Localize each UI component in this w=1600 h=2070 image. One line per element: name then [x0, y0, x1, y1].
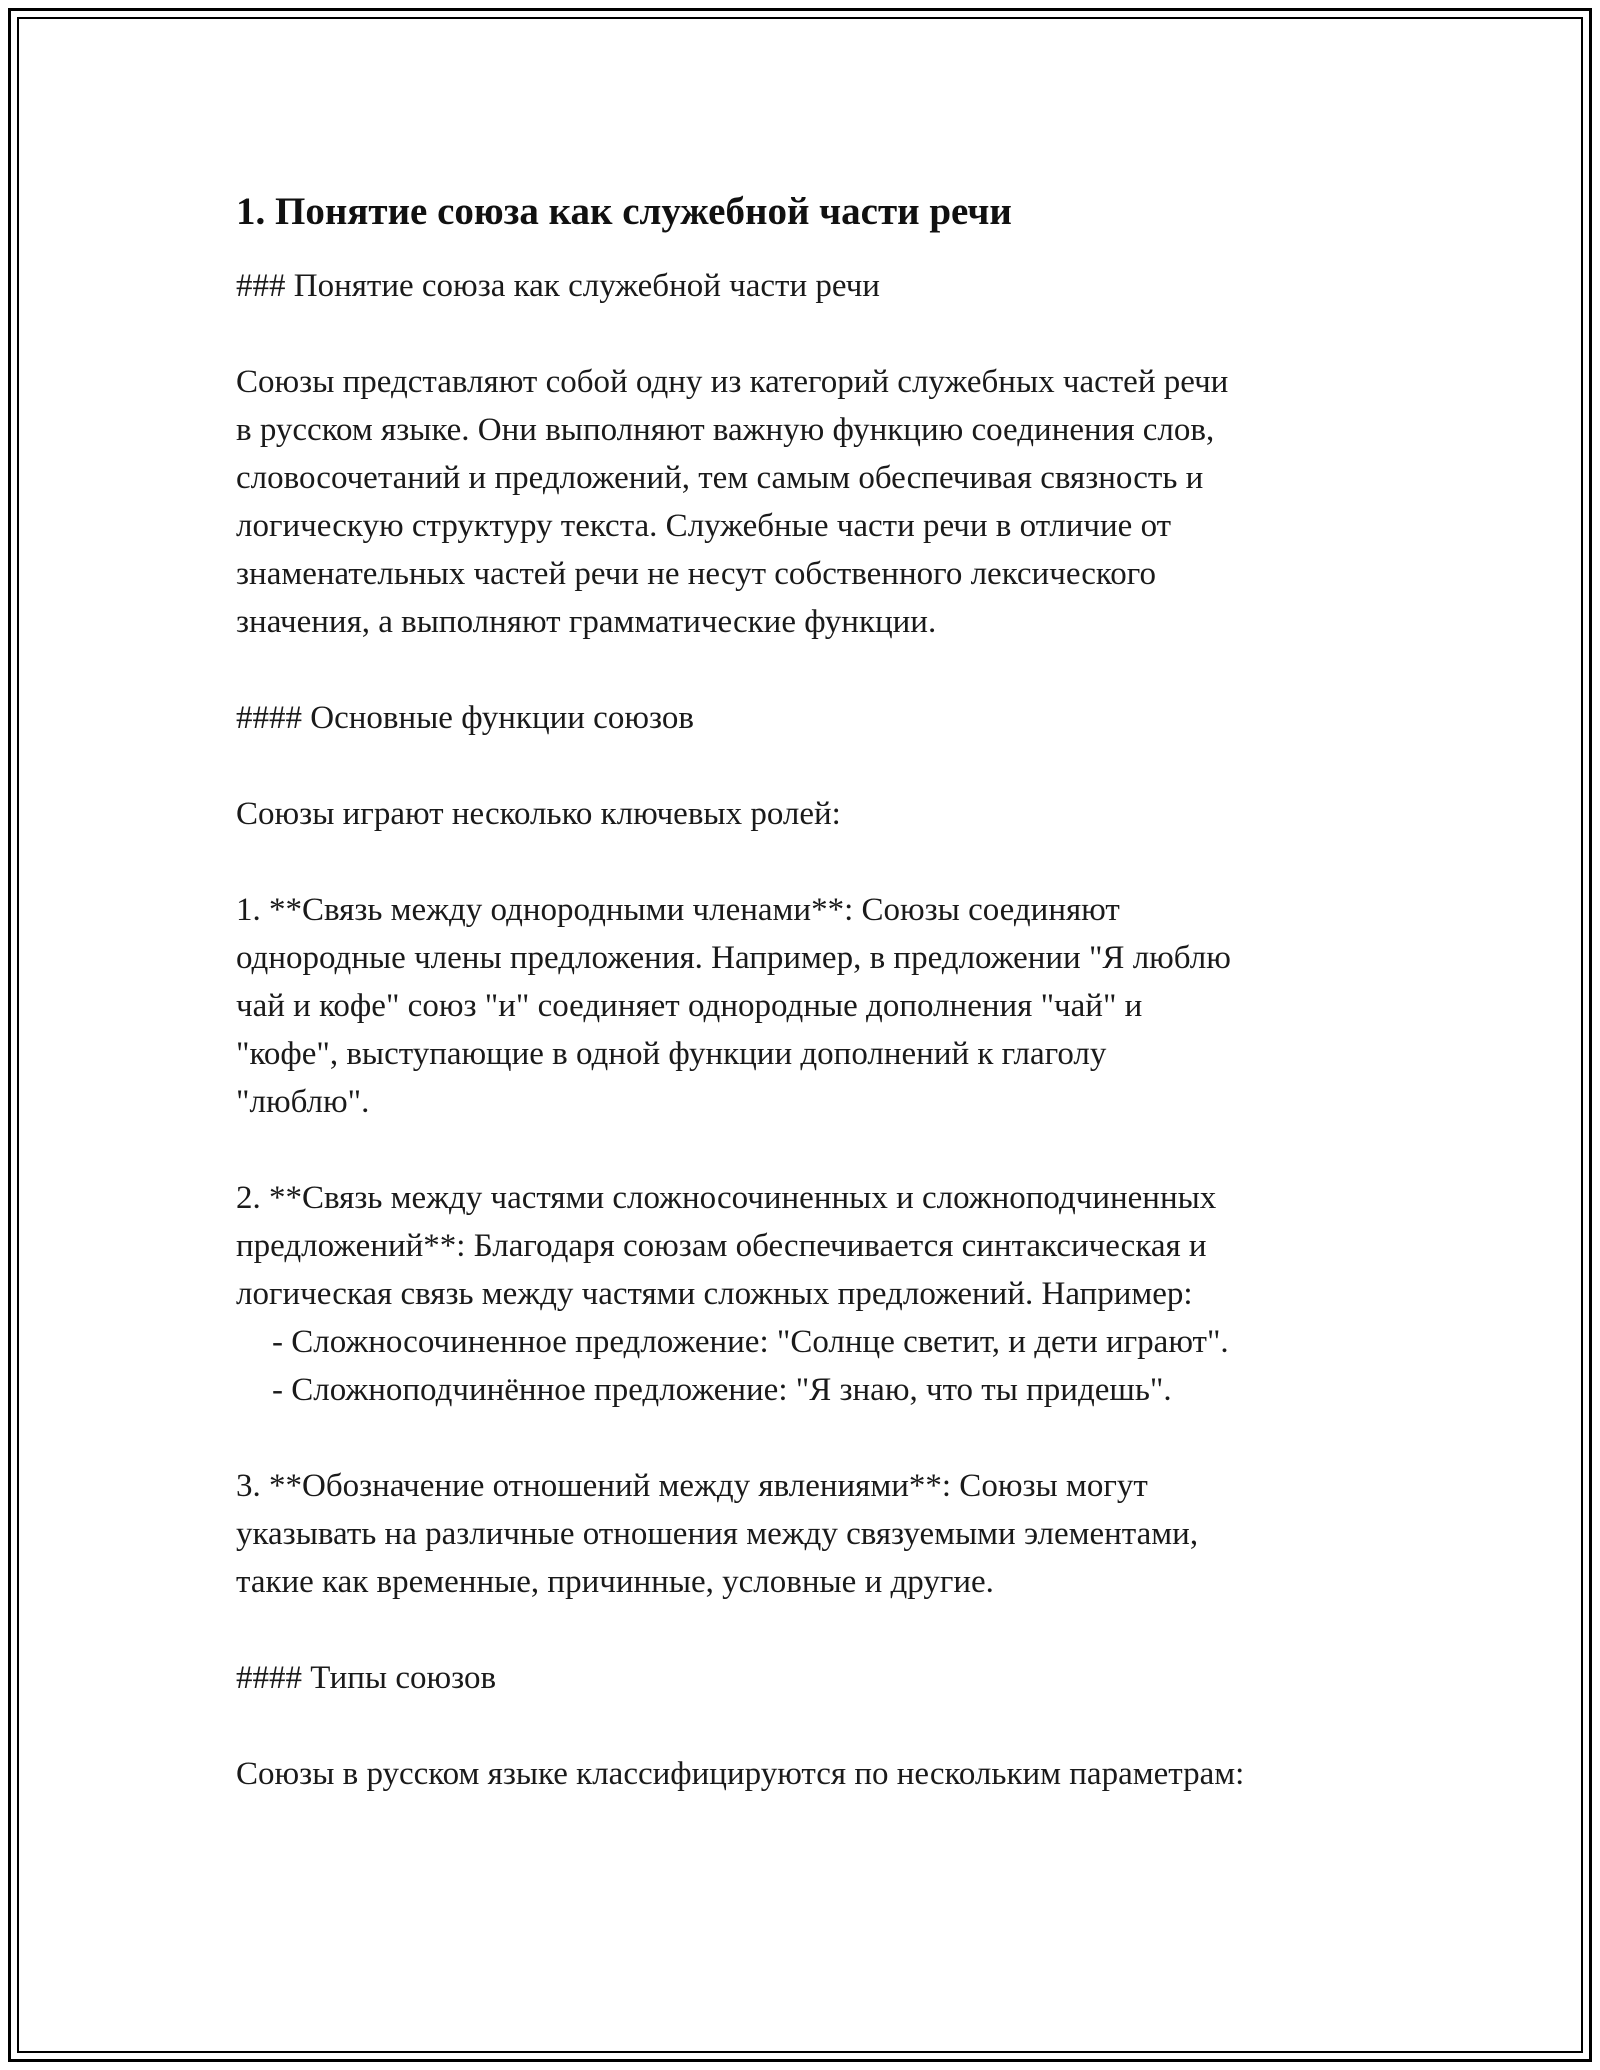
types-heading: #### Типы союзов: [236, 1660, 497, 1696]
text-line: 2. **Связь между частями сложносочиненных и сложноподчиненных: [236, 1180, 1217, 1216]
text-line: значения, а выполняют грамматические функции.: [236, 604, 937, 640]
text-line: чай и кофе" союз "и" соединяет однородные дополнения "чай" и: [236, 988, 1143, 1024]
text-line: "кофе", выступающие в одной функции дополнений к глаголу: [236, 1036, 1107, 1072]
functions-heading: #### Основные функции союзов: [236, 700, 694, 736]
sub-list-item: - Сложносочиненное предложение: "Солнце светит, и дети играют".: [272, 1324, 1229, 1360]
text-line: Союзы представляют собой одну из категорий служебных частей речи: [236, 364, 1229, 400]
text-line: указывать на различные отношения между связуемыми элементами,: [236, 1516, 1199, 1552]
text-line: предложений**: Благодаря союзам обеспечивается синтаксическая и: [236, 1228, 1207, 1264]
list-item-1: [236, 886, 1366, 1126]
text-line: 1. **Связь между однородными членами**: Союзы соединяют: [236, 892, 1120, 928]
text-line: в русском языке. Они выполняют важную функцию соединения слов,: [236, 412, 1215, 448]
document-body: [236, 184, 1366, 1798]
text-line: "люблю".: [236, 1084, 370, 1120]
text-line: такие как временные, причинные, условные и другие.: [236, 1564, 994, 1600]
list-item-3: [236, 1462, 1366, 1606]
functions-intro: Союзы играют несколько ключевых ролей:: [236, 796, 841, 832]
text-line: словосочетаний и предложений, тем самым обеспечивая связность и: [236, 460, 1204, 496]
document-title: 1. Понятие союза как служебной части речи: [236, 190, 1012, 233]
list-item-2: [236, 1174, 1366, 1414]
text-line: логическую структуру текста. Служебные части речи в отличие от: [236, 508, 1172, 544]
sub-list-item: - Сложноподчинённое предложение: "Я знаю, что ты придешь".: [272, 1372, 1172, 1408]
text-line: логическая связь между частями сложных предложений. Например:: [236, 1276, 1193, 1312]
markdown-heading: ### Понятие союза как служебной части речи: [236, 268, 880, 304]
intro-paragraph: [236, 358, 1366, 646]
text-line: 3. **Обозначение отношений между явлениями**: Союзы могут: [236, 1468, 1148, 1504]
types-intro: Союзы в русском языке классифицируются по нескольким параметрам:: [236, 1756, 1245, 1792]
text-line: однородные члены предложения. Например, в предложении "Я люблю: [236, 940, 1231, 976]
text-line: знаменательных частей речи не несут собственного лексического: [236, 556, 1157, 592]
